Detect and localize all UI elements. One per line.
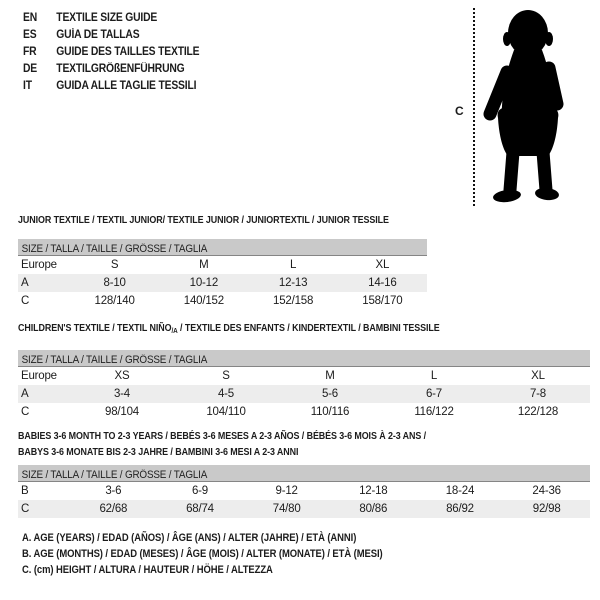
row-value: 140/152 [183,295,224,307]
table-title [18,212,389,228]
row-value: 3-6 [105,485,122,497]
row-value: XS [114,370,130,382]
row-value: 86/92 [446,503,474,515]
table-row [18,292,427,310]
row-value: 8-10 [103,277,126,289]
row-value: 18-24 [445,485,475,497]
language-code: FR [23,46,37,58]
language-row [23,12,199,29]
legend-line: B. AGE (MONTHS) / EDAD (MESES) / ÂGE (MOIS) / ALTER (MONATE) / ETÀ (MESI) [22,548,383,560]
row-label: Europe [21,259,57,271]
language-title: GUIDE DES TAILLES TEXTILE [56,46,200,58]
size-table-block-2 [18,428,590,518]
row-value: 122/128 [517,406,559,418]
size-table [18,367,590,421]
language-title: GUIDA ALLE TAGLIE TESSILI [56,80,197,92]
row-value: 3-4 [113,388,131,400]
row-value: M [325,370,335,382]
row-value: L [290,259,297,271]
table-title-part: BABIES 3-6 MONTH TO 2-3 YEARS / BEBÉS 3-6 MESES A 2-3 AÑOS / BÉBÉS 3-6 MOIS À 2-3 ANS / [18,430,427,442]
row-value: 5-6 [321,388,339,400]
size-header-label: SIZE / TALLA / TAILLE / GRÖSSE / TAGLIA [21,243,208,255]
row-value: 68/74 [186,503,214,515]
size-header-bar [18,465,590,482]
table-title-part: /A [171,326,178,335]
row-value: S [222,370,230,382]
height-measure-label: C [455,104,464,118]
row-value: 152/158 [273,295,314,307]
row-value: 9-12 [275,485,298,497]
row-label: C [21,406,30,418]
table-row [18,367,590,385]
row-value: XL [375,259,390,271]
baby-silhouette-icon [480,6,570,206]
size-table-block-1 [18,320,590,421]
table-row [18,256,427,274]
size-header-label: SIZE / TALLA / TAILLE / GRÖSSE / TAGLIA [21,354,208,366]
row-value: 104/110 [206,406,246,418]
size-table [18,256,427,310]
table-title [18,444,504,460]
row-value: 98/104 [105,406,139,418]
row-value: 80/86 [359,503,388,515]
size-header-label: SIZE / TALLA / TAILLE / GRÖSSE / TAGLIA [21,469,208,481]
language-title: TEXTILGRÖßENFÜHRUNG [56,63,185,75]
row-value: 128/140 [94,295,135,307]
size-table [18,482,590,518]
row-label: C [21,503,30,515]
row-value: 6-7 [425,388,443,400]
table-title [18,428,504,444]
size-header-bar [18,350,590,367]
row-value: 6-9 [191,485,208,497]
row-value: 158/170 [362,295,403,307]
size-table-block-0 [18,212,427,310]
row-value: 7-8 [529,388,547,400]
row-label: A [21,277,29,289]
row-value: M [199,259,209,271]
row-label: C [21,295,30,307]
language-row [23,46,199,63]
table-title-part: JUNIOR TEXTILE / TEXTIL JUNIOR/ TEXTILE JUNIOR / JUNIORTEXTIL / JUNIOR TESSILE [18,214,389,226]
row-value: 10-12 [189,277,219,289]
language-code: ES [23,29,37,41]
height-measure-dotted-line [473,8,475,206]
table-title-part: BABYS 3-6 MONATE BIS 2-3 JAHRE / BAMBINI 3-6 MESI A 2-3 ANNI [18,446,299,458]
row-value: 74/80 [272,503,301,515]
language-code: IT [23,80,32,92]
table-title-part: / TEXTILE DES ENFANTS / KINDERTEXTIL / BAMBINI TESSILE [177,322,440,334]
row-value: S [110,259,119,271]
row-value: 92/98 [532,503,561,515]
table-row [18,274,427,292]
language-list [23,12,219,97]
table-row [18,403,590,421]
row-label: B [21,485,29,497]
row-value: 110/116 [310,406,350,418]
row-value: 12-18 [359,485,388,497]
table-row [18,500,590,518]
row-value: 24-36 [532,485,561,497]
table-title [18,320,504,339]
legend-line: A. AGE (YEARS) / EDAD (AÑOS) / ÂGE (ANS) / ALTER (JAHRE) / ETÀ (ANNI) [22,532,357,544]
row-value: XL [531,370,545,382]
row-value: 14-16 [368,277,397,289]
row-value: 4-5 [217,388,235,400]
legend-line: C. (cm) HEIGHT / ALTURA / HAUTEUR / HÖHE / ALTEZZA [22,564,273,576]
table-row [18,385,590,403]
table-title-part: CHILDREN'S TEXTILE / TEXTIL NIÑO [18,322,172,334]
size-header-bar [18,239,427,256]
language-code: DE [23,63,38,75]
table-row [18,482,590,500]
language-row [23,29,199,46]
row-label: A [21,388,29,400]
row-value: 62/68 [99,503,128,515]
measurement-legend [22,530,441,578]
language-row [23,63,199,80]
language-title: GUÍA DE TALLAS [56,29,140,41]
language-code: EN [23,12,38,24]
language-title: TEXTILE SIZE GUIDE [56,12,158,24]
row-value: 116/122 [414,406,454,418]
row-value: L [430,370,438,382]
row-label: Europe [21,370,57,382]
language-row [23,80,199,97]
row-value: 12-13 [278,277,308,289]
